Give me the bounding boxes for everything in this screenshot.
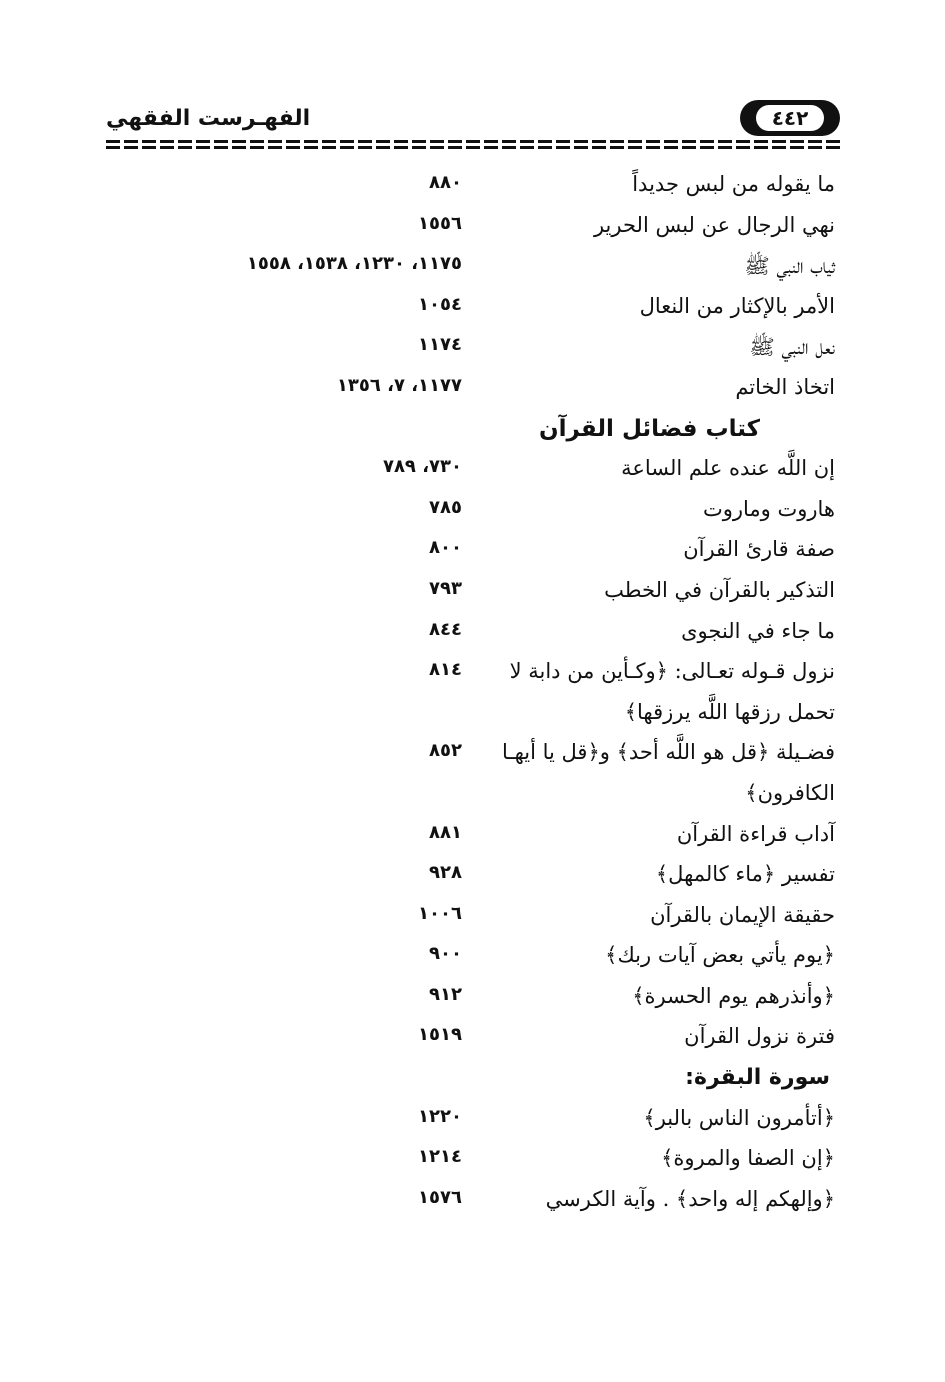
index-entry bbox=[0, 495, 945, 536]
entry-pages: ٩٢٨ bbox=[429, 862, 462, 884]
entry-pages: ٧٩٣ bbox=[429, 577, 462, 599]
entry-pages: ٧٨٥ bbox=[429, 496, 462, 518]
index-entry bbox=[0, 251, 945, 292]
entry-term: ﴿يوم يأتي بعض آيات ربك﴾ bbox=[605, 943, 835, 968]
entry-pages: ١١٧٥، ١٢٣٠، ١٥٣٨، ١٥٥٨ bbox=[246, 253, 462, 275]
entry-pages: ١٥٧٦ bbox=[418, 1186, 462, 1208]
entry-pages: ١٢٢٠ bbox=[418, 1105, 462, 1127]
entry-term: ﴿أتأمرون الناس بالبر﴾ bbox=[643, 1105, 835, 1130]
index-entry-continuation bbox=[0, 698, 945, 739]
entry-term: فضـيلة ﴿قل هو اللَّه أحد﴾ و﴿قل يا أيهـا bbox=[502, 740, 835, 765]
index-entry bbox=[0, 1185, 945, 1226]
entry-pages: ٨١٤ bbox=[429, 659, 462, 681]
index-entry bbox=[0, 170, 945, 211]
index-entry bbox=[0, 860, 945, 901]
index-entry bbox=[0, 1144, 945, 1185]
index-entry bbox=[0, 211, 945, 252]
entry-term: الكافرون﴾ bbox=[745, 780, 835, 805]
entry-term: فترة نزول القرآن bbox=[684, 1024, 835, 1049]
entry-pages: ١٥١٩ bbox=[418, 1024, 462, 1046]
section-heading-text: كتاب فضائل القرآن bbox=[539, 415, 760, 442]
entry-pages: ١١٧٤ bbox=[418, 334, 462, 356]
index-entry bbox=[0, 576, 945, 617]
index-entry bbox=[0, 657, 945, 698]
index-entry bbox=[0, 332, 945, 373]
index-entry bbox=[0, 982, 945, 1023]
entry-term: نهي الرجال عن لبس الحرير bbox=[593, 212, 835, 237]
entry-pages: ٧٣٠، ٧٨٩ bbox=[382, 456, 462, 478]
entry-pages: ١٠٥٤ bbox=[418, 293, 462, 315]
entry-term: ما جاء في النجوى bbox=[681, 618, 835, 643]
index-entry bbox=[0, 373, 945, 414]
entry-pages: ٨٤٤ bbox=[429, 618, 462, 640]
index-entry-continuation bbox=[0, 779, 945, 820]
page-number-badge bbox=[740, 100, 840, 136]
entry-pages: ٩٠٠ bbox=[429, 943, 462, 965]
entry-pages: ٨٨١ bbox=[429, 821, 462, 843]
section-heading bbox=[0, 414, 945, 455]
index-entry bbox=[0, 617, 945, 658]
header-rule bbox=[106, 140, 840, 143]
running-title: الفهـرست الفقهي bbox=[106, 106, 311, 131]
page-number: ٤٤٢ bbox=[756, 105, 824, 131]
index-entry bbox=[0, 1104, 945, 1145]
entry-pages: ٩١٢ bbox=[429, 983, 462, 1005]
index-entry bbox=[0, 901, 945, 942]
entry-pages: ١٥٥٦ bbox=[418, 212, 462, 234]
entry-term: حقيقة الإيمان بالقرآن bbox=[650, 902, 835, 927]
entry-term: الأمر بالإكثار من النعال bbox=[639, 293, 835, 318]
index-entry bbox=[0, 535, 945, 576]
entry-term: آداب قراءة القرآن bbox=[676, 821, 835, 846]
entry-term: إن اللَّه عنده علم الساعة bbox=[621, 456, 835, 481]
entry-pages: ٨٥٢ bbox=[429, 740, 462, 762]
entry-term: ﴿وإلهكم إله واحد﴾ . وآية الكرسي bbox=[545, 1186, 835, 1211]
entry-term: تحمل رزقها اللَّه يرزقها﴾ bbox=[624, 699, 835, 724]
index-entry bbox=[0, 1022, 945, 1063]
entry-term: ﴿وأنذرهم يوم الحسرة﴾ bbox=[632, 983, 835, 1008]
page-header bbox=[106, 98, 840, 146]
entry-term: ما يقوله من لبس جديداً bbox=[632, 172, 835, 196]
surah-heading-text: سورة البقرة: bbox=[685, 1065, 830, 1091]
entry-term: هاروت وماروت bbox=[702, 496, 835, 521]
index-entry bbox=[0, 292, 945, 333]
entry-term: تفسير ﴿ماء كالمهل﴾ bbox=[655, 862, 835, 887]
entry-pages: ٨٠٠ bbox=[429, 537, 462, 559]
entry-term: ﴿إن الصفا والمروة﴾ bbox=[661, 1146, 835, 1171]
entry-pages: ١٠٠٦ bbox=[418, 902, 462, 924]
entry-pages: ١١٧٧، ٧، ١٣٥٦ bbox=[336, 374, 462, 396]
entry-term: التذكير بالقرآن في الخطب bbox=[604, 577, 835, 602]
index-list bbox=[0, 170, 945, 1225]
header-rule bbox=[106, 146, 840, 149]
entry-term: نزول قـوله تعـالى: ﴿وكـأين من دابة لا bbox=[509, 659, 835, 684]
entry-term: اتخاذ الخاتم bbox=[735, 374, 835, 399]
index-entry bbox=[0, 820, 945, 861]
entry-pages: ١٢١٤ bbox=[418, 1146, 462, 1168]
entry-term: ثياب النبي ﷺ bbox=[744, 254, 835, 279]
index-entry bbox=[0, 738, 945, 779]
surah-heading bbox=[0, 1063, 945, 1104]
entry-term: صفة قارئ القرآن bbox=[683, 537, 835, 562]
index-entry bbox=[0, 941, 945, 982]
entry-pages: ٨٨٠ bbox=[429, 172, 462, 193]
index-entry bbox=[0, 454, 945, 495]
entry-term: نعل النبي ﷺ bbox=[749, 335, 835, 360]
